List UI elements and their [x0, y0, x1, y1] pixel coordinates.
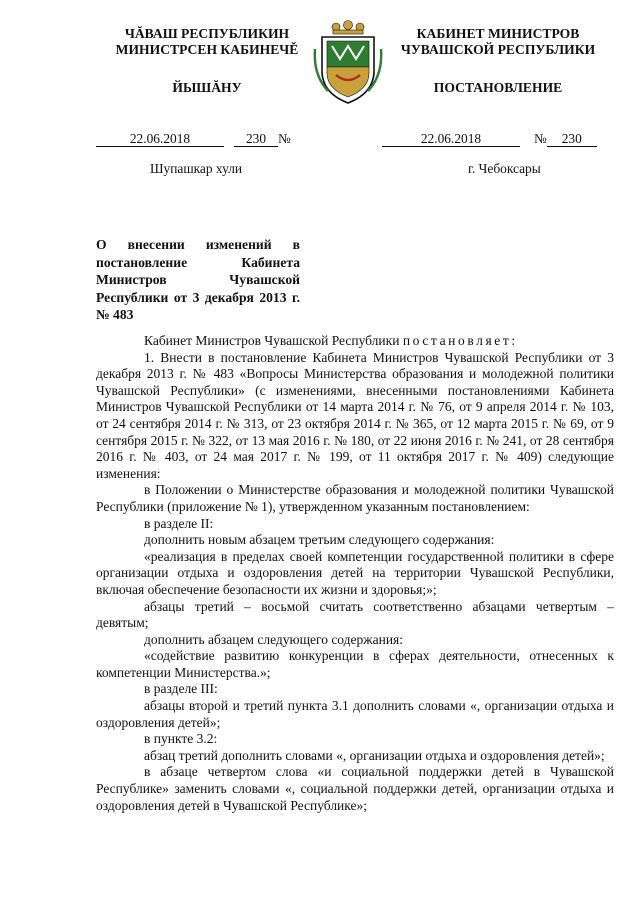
paragraph-11: в пункте 3.2: [144, 731, 218, 747]
header-right-line1: КАБИНЕТ МИНИСТРОВ [416, 26, 580, 41]
header-left-doc-type: ЙЫШĂНУ [172, 80, 242, 95]
header-left-line1: ЧĂВАШ РЕСПУБЛИКИН [124, 26, 290, 41]
paragraph-1: 1. Внести в постановление Кабинета Министров Чувашской Республики от 3 декабря 2013 г. № 483 «Вопросы Министерства образования и молодежной политики Чувашской Республики» (с изменениями, внесенными постановлениями Кабинета Министров Чувашской Республики от 14 марта 2014 г. № 76, от 9 апреля 2014 г. № 103, от 24 сентября 2014 г. № 313, от 23 октября 2014 г. № 365, от 12 марта 2015 г. № 69, от 9 сентября 2015 г. № 322, от 13 мая 2016 г. № 180, от 22 июня 2016 г. № 241, от 28 сентября 2016 г. № 403, от 24 мая 2017 г. № 199, от 11 октября 2017 г. № 409) следующие изменения: [96, 349, 614, 481]
paragraph-6: абзацы третий – восьмой считать соответственно абзацами четвертым – девятым; [96, 598, 614, 631]
paragraph-7: дополнить абзацем следующего содержания: [144, 631, 404, 647]
paragraph-5: «реализация в пределах своей компетенции государственной политики в сфере организации отдыха и оздоровления детей на территории Чувашской Республики, включая обеспечение безопасности их жизни и здоровья;»; [96, 548, 614, 597]
paragraph-10: абзацы второй и третий пункта 3.1 дополнить словами «, организации отдыха и оздоровления детей»; [96, 698, 614, 730]
intro-paragraph [96, 333, 614, 350]
intro-prefix: Кабинет Министров Чувашской Республики [144, 333, 403, 348]
document-body [96, 333, 614, 814]
place-russian: г. Чебоксары [468, 161, 541, 176]
place-chuvash: Шупашкар хули [150, 161, 243, 176]
paragraph-13: в абзаце четвертом слова «и социальной поддержки детей в Чувашской Республике» заменить словами «, социальной поддержки детей, организации отдыха и оздоровления детей в Чувашской Республике»; [96, 764, 614, 813]
paragraph-4: дополнить новым абзацем третьим следующего содержания: [144, 532, 495, 548]
paragraph-8: «содействие развитию конкуренции в сферах деятельности, отнесенных к компетенции Министерства.»; [96, 648, 614, 680]
date-line-left [96, 131, 322, 147]
paragraph-12: абзац третий дополнить словами «, организации отдыха и оздоровления детей»; [144, 747, 605, 763]
intro-decree-word: постановляет: [402, 333, 518, 348]
right-date: 22.06.2018 [382, 131, 520, 147]
right-no-sign: № [534, 131, 547, 146]
date-line-right [382, 131, 614, 147]
paragraph-9: в разделе III: [144, 681, 218, 697]
left-date: 22.06.2018 [96, 131, 224, 147]
left-number: 230 [234, 131, 278, 147]
paragraph-3: в разделе II: [144, 515, 214, 531]
header-russian [382, 26, 614, 96]
document-title: О внесении изменений в постановление Кабинета Министров Чувашской Республики от 3 декабря 2013 г. № 483 [96, 237, 300, 322]
header-left-line2: МИНИСТРСЕН КАБИНЕЧĚ [115, 42, 299, 57]
header-right-doc-type: ПОСТАНОВЛЕНИЕ [433, 80, 563, 95]
paragraph-2: в Положении о Министерстве образования и молодежной политики Чувашской Республики (приложение № 1), утвержденном указанным постановлением: [96, 482, 614, 514]
header-chuvash [96, 26, 318, 96]
right-number: 230 [547, 131, 597, 147]
left-no-sign: № [278, 131, 291, 146]
header-right-line2: ЧУВАШСКОЙ РЕСПУБЛИКИ [400, 42, 596, 57]
chuvash-coat-of-arms-icon [310, 19, 386, 109]
